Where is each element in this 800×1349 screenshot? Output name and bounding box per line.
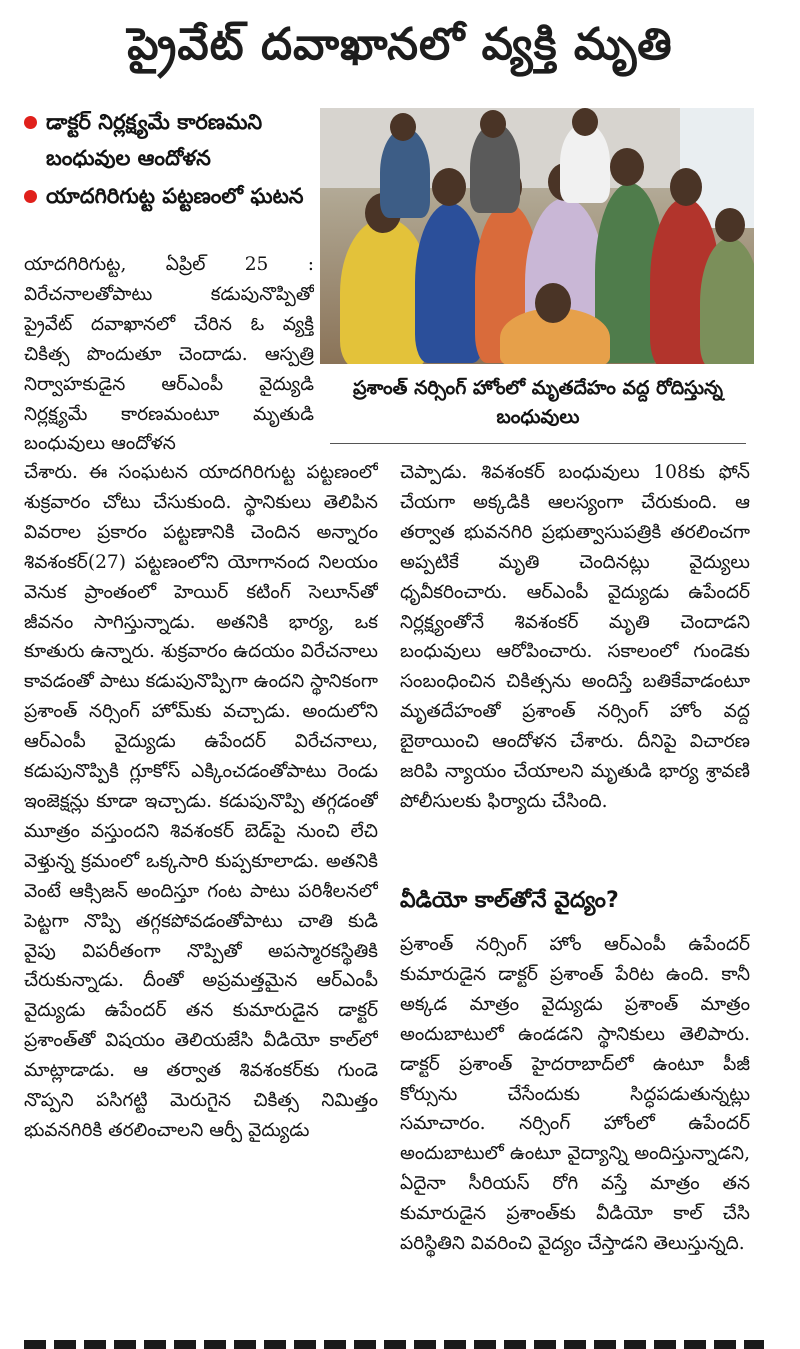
article-body-column-2: చెప్పాడు. శివశంకర్ బంధువులు 108కు ఫోన్ చేయగా అక్కడికి ఆలస్యంగా చేరుకుంది. ఆ తర్వాత భువనగిరి ప్రభుత్వాసుపత్రికి తరలించగా అప్పటికే మృతి చెందినట్లు వైద్యులు ధృవీకరించారు. ఆర్ఎంపీ వైద్యుడు ఉపేందర్ నిర్లక్ష్యంతోనే శివశంకర్ మృతి చెందాడని బంధువులు ఆరోపించారు. సకాలంలో గుండెకు సంబంధించిన చికిత్సను అందిస్తే బతికేవాడంటూ మృతదేహంతో ప్రశాంత్ నర్సింగ్ హోం వద్ద బైఠాయించి ఆందోళన చేశారు. దీనిపై విచారణ జరిపి న్యాయం చేయాలని మృతుడి భార్య శ్రావణి పోలీసులకు ఫిర్యాదు చేసింది. bbox=[400, 462, 750, 812]
subheading: వీడియో కాల్‌తోనే వైద్యం? bbox=[400, 888, 619, 913]
highlight-text: యాదగిరిగుట్ట పట్టణంలో ఘటన bbox=[46, 184, 304, 208]
caption-divider bbox=[330, 443, 746, 444]
red-bullet-icon bbox=[24, 116, 37, 129]
highlight-text: డాక్టర్ నిర్లక్ష్యమే కారణమని బంధువుల ఆందోళన bbox=[46, 110, 263, 170]
highlight-item bbox=[24, 178, 314, 214]
photo-caption: ప్రశాంత్ నర్సింగ్ హోంలో మృతదేహం వద్ద రోదిస్తున్న బంధువులు bbox=[352, 377, 724, 428]
article-body-column-1-top: యాదగిరిగుట్ట, ఏప్రిల్ 25 : విరేచనాలతోపాటు కడుపునొప్పితో ప్రైవేట్ దవాఖానలో చేరిన ఓ వ్యక్తి చికిత్స పొందుతూ చెందాడు. ఆస్పత్రి నిర్వాహకుడైన ఆర్ఎంపీ వైద్యుడి నిర్లక్ష్యమే కారణమంటూ మృతుడి బంధువులు ఆందోళన bbox=[24, 254, 314, 455]
highlights-list bbox=[24, 104, 314, 216]
highlight-item bbox=[24, 104, 314, 176]
article-body-column-1: చేశారు. ఈ సంఘటన యాదగిరిగుట్ట పట్టణంలో శుక్రవారం చోటు చేసుకుంది. స్థానికులు తెలిపిన వివరాల ప్రకారం పట్టణానికి చెందిన అన్నారం శివశంకర్(27) పట్టణంలోని యోగానంద నిలయం వెనుక ప్రాంతంలో హెయిర్ కటింగ్ సెలూన్‌తో జీవనం సాగిస్తున్నాడు. అతనికి భార్య, ఒక కూతురు ఉన్నారు. శుక్రవారం ఉదయం విరేచనాలు కావడంతో పాటు కడుపునొప్పిగా ఉందని స్థానికంగా ప్రశాంత్ నర్సింగ్ హోమ్‌కు వచ్చాడు. అందులోని ఆర్ఎంపీ వైద్యుడు ఉపేందర్ విరేచనాలు, కడుపునొప్పికి గ్లూకోస్ ఎక్కించడంతోపాటు రెండు ఇంజెక్షన్లు కూడా ఇచ్చాడు. కడుపునొప్పి తగ్గడంతో మూత్రం వస్తుందని శివశంకర్ బెడ్‌పై నుంచి లేచి వెళ్తున్న క్రమంలో ఒక్కసారి కుప్పకూలాడు. అతనికి వెంటే ఆక్సిజన్ అందిస్తూ గంట పాటు పరిశీలనలో పెట్టగా నొప్పి తగ్గకపోవడంతోపాటు చాతి కుడి వైపు విపరీతంగా నొప్పితో అపస్మారకస్థితికి చేరుకున్నాడు. దీంతో అప్రమత్తమైన ఆర్ఎంపీ వైద్యుడు ఉపేందర్ తన కుమారుడైన డాక్టర్ ప్రశాంత్‌తో విషయం తెలియజేసి వీడియో కాల్‌లో మాట్లాడాడు. ఆ తర్వాత శివశంకర్‌కు గుండె నొప్పని పసిగట్టి మెరుగైన చికిత్స నిమిత్తం భువనగిరికి తరలించాలని ఆర్పీ వైద్యుడు bbox=[24, 462, 378, 1141]
news-photo bbox=[320, 108, 754, 364]
article-body-column-2-bottom: ప్రశాంత్ నర్సింగ్ హోం ఆర్ఎంపీ ఉపేందర్ కుమారుడైన డాక్టర్ ప్రశాంత్ పేరిట ఉంది. కానీ అక్కడ మాత్రం వైద్యుడు ప్రశాంత్ మాత్రం అందుబాటులో ఉండడని స్థానికులు తెలిపారు. డాక్టర్ ప్రశాంత్ హైదరాబాద్‌లో ఉంటూ పీజీ కోర్సును చేసేందుకు సిద్ధపడుతున్నట్లు సమాచారం. నర్సింగ్ హోంలో ఉపేందర్ అందుబాటులో ఉంటూ వైద్యాన్ని అందిస్తున్నాడని, ఏదైనా సీరియస్ రోగి వస్తే మాత్రం తన కుమారుడైన ప్రశాంత్‌కు వీడియో కాల్ చేసి పరిస్థితిని వివరించి వైద్యం చేస్తాడని తెలుస్తున్నది. bbox=[400, 934, 750, 1255]
headline: ప్రైవేట్ దవాఖానలో వ్యక్తి మృతి bbox=[127, 19, 673, 70]
red-bullet-icon bbox=[24, 190, 37, 203]
cropped-next-headline bbox=[24, 1340, 764, 1349]
